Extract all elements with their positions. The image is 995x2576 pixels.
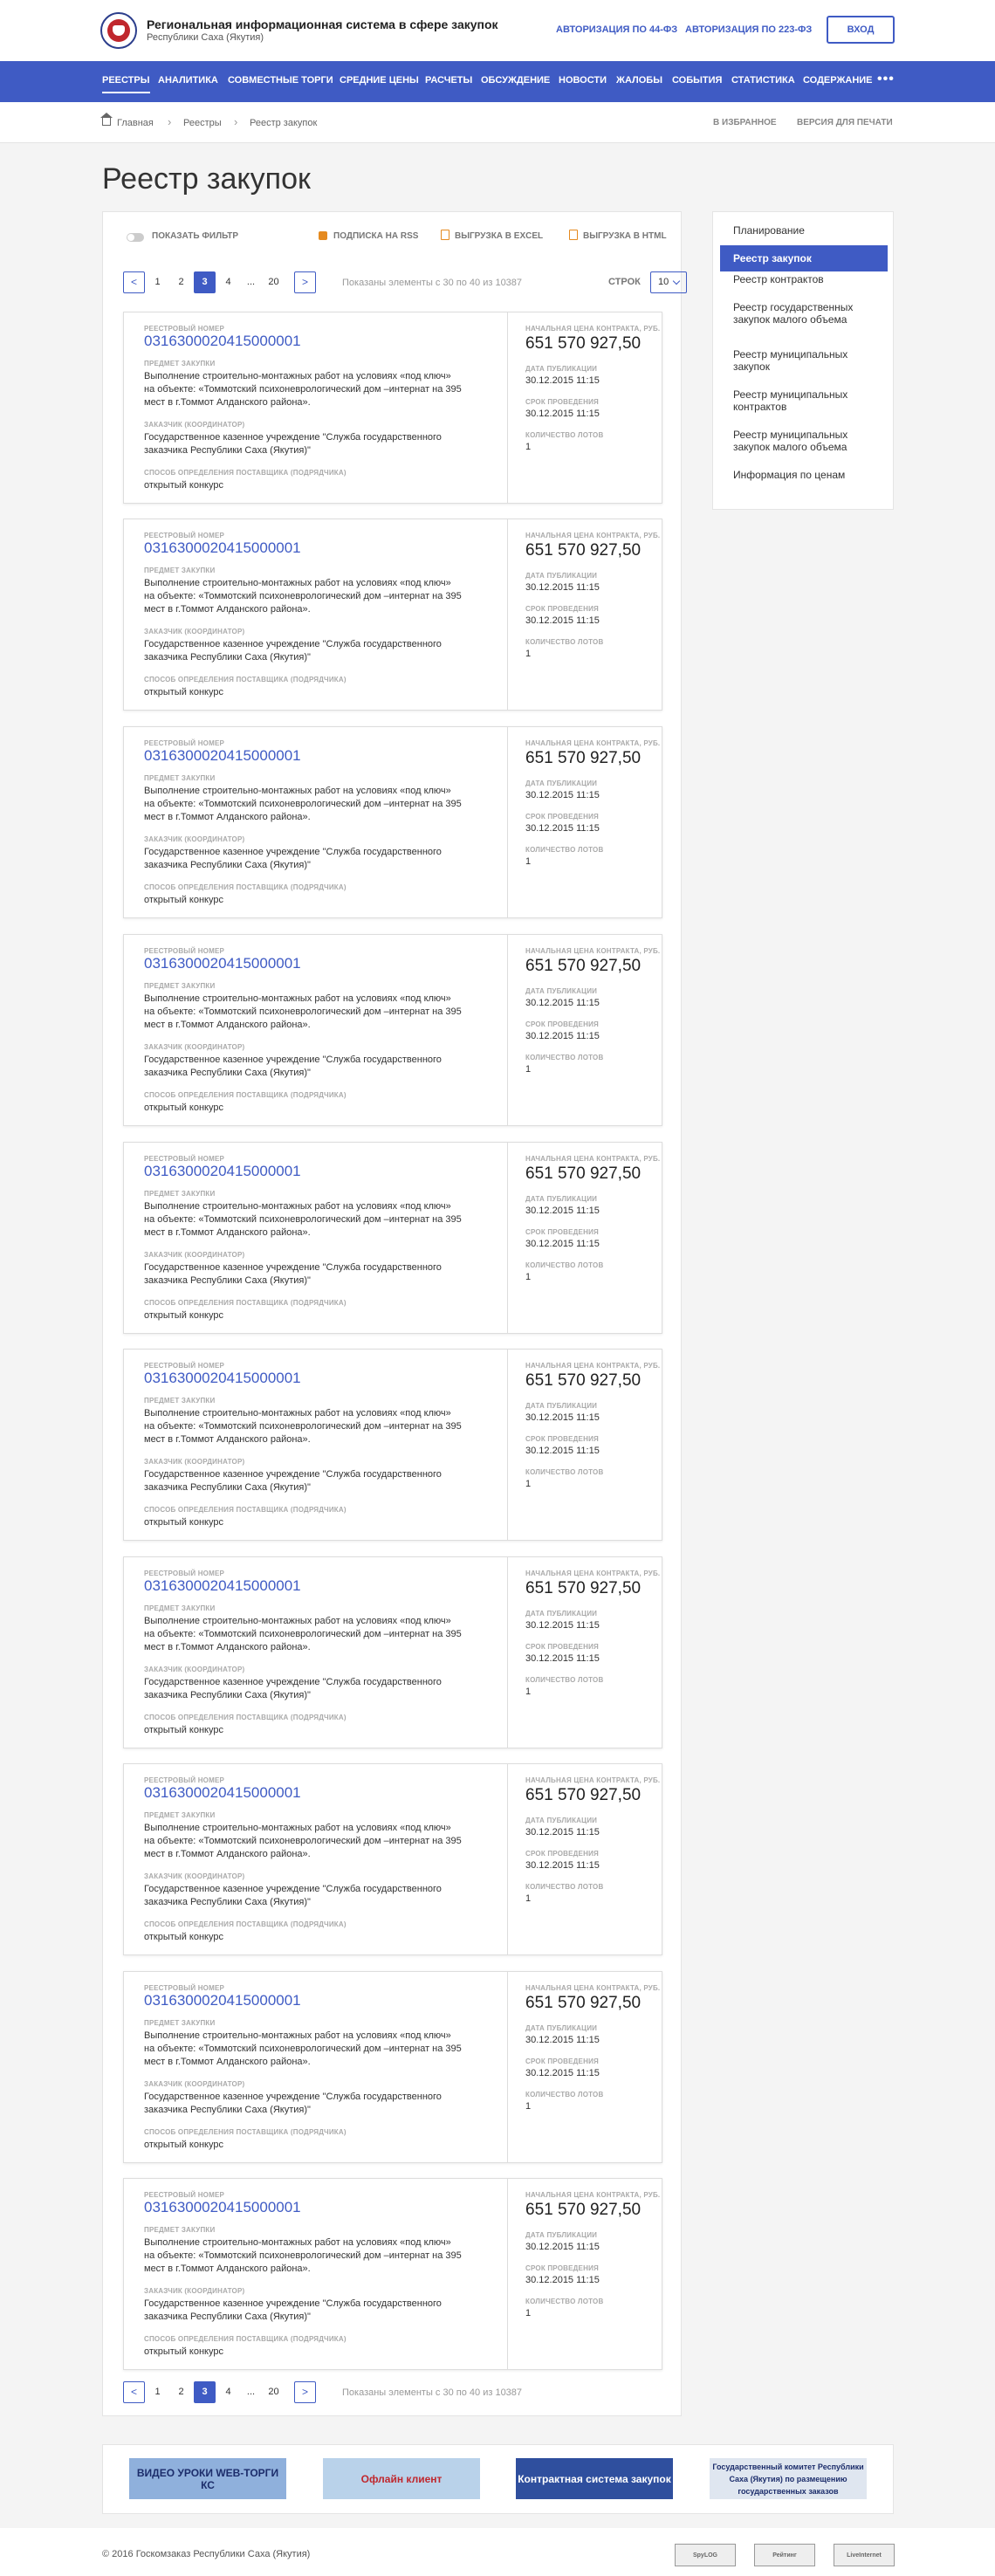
add-to-favorites-link[interactable]: В ИЗБРАННОЕ (713, 118, 777, 127)
deadline-value: 30.12.2015 11:15 (525, 1031, 600, 1041)
page-button[interactable]: 2 (178, 277, 184, 287)
lots-value: 1 (525, 1064, 532, 1075)
lots-label: КОЛИЧЕСТВО ЛОТОВ (525, 638, 604, 646)
customer-text: заказчика Республики Саха (Якутия)" (144, 1897, 311, 1907)
customer-label: ЗАКАЗЧИК (КООРДИНАТОР) (144, 1043, 245, 1051)
pub-date-label: ДАТА ПУБЛИКАЦИИ (525, 2231, 598, 2239)
method-label: СПОСОБ ОПРЕДЕЛЕНИЯ ПОСТАВЩИКА (ПОДРЯДЧИКА) (144, 1506, 347, 1514)
reg-number-link[interactable]: 0316300020415000001 (144, 1370, 301, 1386)
method-label: СПОСОБ ОПРЕДЕЛЕНИЯ ПОСТАВЩИКА (ПОДРЯДЧИКА) (144, 1714, 347, 1721)
breadcrumb-registries[interactable]: Реестры (183, 118, 222, 128)
rows-per-page-label: СТРОК (608, 277, 641, 287)
customer-text: заказчика Республики Саха (Якутия)" (144, 860, 311, 870)
lots-label: КОЛИЧЕСТВО ЛОТОВ (525, 2091, 604, 2099)
rss-icon[interactable] (319, 231, 327, 240)
price-label: НАЧАЛЬНАЯ ЦЕНА КОНТРАКТА, РУБ. (525, 2191, 661, 2199)
method-text: открытый конкурс (144, 1310, 223, 1321)
deadline-value: 30.12.2015 11:15 (525, 1239, 600, 1249)
method-label: СПОСОБ ОПРЕДЕЛЕНИЯ ПОСТАВЩИКА (ПОДРЯДЧИКА) (144, 1091, 347, 1099)
pub-date-label: ДАТА ПУБЛИКАЦИИ (525, 1195, 598, 1203)
subject-text: Выполнение строительно-монтажных работ на условиях «под ключ» (144, 2030, 451, 2041)
next-page-button[interactable]: > (294, 271, 316, 293)
registry-panel (102, 211, 682, 2416)
pub-date-value: 30.12.2015 11:15 (525, 2035, 600, 2045)
method-text: открытый конкурс (144, 2140, 223, 2150)
pub-date-value: 30.12.2015 11:15 (525, 582, 600, 593)
subject-text: мест в г.Томмот Алданского района». (144, 812, 311, 822)
banner-offline-client[interactable]: Офлайн клиент (323, 2458, 480, 2499)
record-card[interactable] (123, 312, 662, 504)
customer-label: ЗАКАЗЧИК (КООРДИНАТОР) (144, 628, 245, 635)
customer-label: ЗАКАЗЧИК (КООРДИНАТОР) (144, 2287, 245, 2295)
method-text: открытый конкурс (144, 1517, 223, 1528)
subject-text: Выполнение строительно-монтажных работ на условиях «под ключ» (144, 993, 451, 1004)
pub-date-label: ДАТА ПУБЛИКАЦИИ (525, 365, 598, 373)
subject-text: на объекте: «Томмотский психоневрологический дом –интернат на 395 (144, 1421, 462, 1432)
customer-label: ЗАКАЗЧИК (КООРДИНАТОР) (144, 421, 245, 429)
customer-text: Государственное казенное учреждение "Служба государственного (144, 1054, 442, 1065)
customer-text: Государственное казенное учреждение "Служба государственного (144, 1677, 442, 1687)
price-value: 651 570 927,50 (525, 541, 642, 560)
record-main (124, 1764, 508, 1954)
customer-text: заказчика Республики Саха (Якутия)" (144, 445, 311, 456)
record-card[interactable] (123, 1349, 662, 1541)
breadcrumb-current: Реестр закупок (250, 118, 318, 128)
record-main (124, 935, 508, 1125)
lots-label: КОЛИЧЕСТВО ЛОТОВ (525, 846, 604, 854)
record-main (124, 519, 508, 710)
subject-label: ПРЕДМЕТ ЗАКУПКИ (144, 2226, 216, 2234)
record-card[interactable] (123, 1556, 662, 1748)
method-text: открытый конкурс (144, 2346, 223, 2357)
page-button[interactable]: 2 (178, 2387, 184, 2397)
record-side (508, 519, 663, 710)
nav-item-calculations[interactable]: РАСЧЕТЫ (425, 75, 473, 86)
customer-text: заказчика Республики Саха (Якутия)" (144, 1690, 311, 1700)
reg-number-label: РЕЕСТРОВЫЙ НОМЕР (144, 1155, 225, 1163)
banner-state-committee[interactable]: Государственный комитет Республики Саха (Якутия) по размещению государственных заказов (710, 2458, 867, 2499)
reg-number-link[interactable]: 0316300020415000001 (144, 955, 301, 972)
subject-label: ПРЕДМЕТ ЗАКУПКИ (144, 1811, 216, 1819)
pagination-info: Показаны элементы с 30 по 40 из 10387 (342, 2387, 523, 2398)
price-label: НАЧАЛЬНАЯ ЦЕНА КОНТРАКТА, РУБ. (525, 1984, 661, 1992)
footer (0, 2528, 995, 2576)
subject-text: мест в г.Томмот Алданского района». (144, 1227, 311, 1238)
price-label: НАЧАЛЬНАЯ ЦЕНА КОНТРАКТА, РУБ. (525, 1362, 661, 1370)
price-label: НАЧАЛЬНАЯ ЦЕНА КОНТРАКТА, РУБ. (525, 1570, 661, 1577)
lots-value: 1 (525, 1479, 532, 1489)
sidebar-item-municipal-contracts[interactable]: Реестр муниципальных контрактов (733, 388, 848, 413)
nav-item-analytics[interactable]: АНАЛИТИКА (158, 75, 218, 86)
deadline-label: СРОК ПРОВЕДЕНИЯ (525, 1850, 599, 1858)
customer-text: Государственное казенное учреждение "Служба государственного (144, 2092, 442, 2102)
pub-date-value: 30.12.2015 11:15 (525, 2242, 600, 2252)
more-menu-icon[interactable]: ••• (877, 72, 895, 86)
price-value: 651 570 927,50 (525, 334, 642, 353)
record-main (124, 1557, 508, 1748)
subject-text: Выполнение строительно-монтажных работ на условиях «под ключ» (144, 578, 451, 588)
page-button[interactable]: 1 (154, 277, 161, 287)
pub-date-label: ДАТА ПУБЛИКАЦИИ (525, 987, 598, 995)
coat-of-arms-logo[interactable] (100, 12, 137, 49)
export-html-link[interactable]: ВЫГРУЗКА В HTML (583, 231, 667, 241)
price-value: 651 570 927,50 (525, 1371, 642, 1390)
subject-text: мест в г.Томмот Алданского района». (144, 1020, 311, 1030)
counter-badge-icon[interactable]: LiveInternet (834, 2544, 895, 2566)
record-main (124, 1350, 508, 1540)
sidebar-item-planning[interactable]: Планирование (733, 224, 805, 237)
record-side (508, 727, 663, 917)
subject-label: ПРЕДМЕТ ЗАКУПКИ (144, 1604, 216, 1612)
deadline-label: СРОК ПРОВЕДЕНИЯ (525, 605, 599, 613)
reg-number-label: РЕЕСТРОВЫЙ НОМЕР (144, 532, 225, 539)
customer-text: заказчика Республики Саха (Якутия)" (144, 1482, 311, 1493)
lots-label: КОЛИЧЕСТВО ЛОТОВ (525, 1468, 604, 1476)
method-text: открытый конкурс (144, 1932, 223, 1942)
record-side (508, 1350, 663, 1540)
subject-text: Выполнение строительно-монтажных работ на условиях «под ключ» (144, 1408, 451, 1419)
home-icon[interactable] (102, 118, 111, 126)
reg-number-label: РЕЕСТРОВЫЙ НОМЕР (144, 1570, 225, 1577)
page-title: Реестр закупок (102, 162, 311, 196)
customer-label: ЗАКАЗЧИК (КООРДИНАТОР) (144, 2080, 245, 2088)
pub-date-value: 30.12.2015 11:15 (525, 1827, 600, 1838)
reg-number-label: РЕЕСТРОВЫЙ НОМЕР (144, 947, 225, 955)
lots-label: КОЛИЧЕСТВО ЛОТОВ (525, 1676, 604, 1684)
subject-text: на объекте: «Томмотский психоневрологический дом –интернат на 395 (144, 1214, 462, 1225)
customer-text: заказчика Республики Саха (Якутия)" (144, 2105, 311, 2115)
breadcrumb (0, 102, 995, 143)
banner-strip (102, 2444, 894, 2514)
reg-number-label: РЕЕСТРОВЫЙ НОМЕР (144, 2191, 225, 2199)
subject-text: Выполнение строительно-монтажных работ на условиях «под ключ» (144, 1201, 451, 1212)
sidebar-item-contracts[interactable]: Реестр контрактов (733, 273, 824, 285)
reg-number-link[interactable]: 0316300020415000001 (144, 747, 301, 764)
pub-date-label: ДАТА ПУБЛИКАЦИИ (525, 1610, 598, 1618)
subject-label: ПРЕДМЕТ ЗАКУПКИ (144, 982, 216, 990)
pub-date-label: ДАТА ПУБЛИКАЦИИ (525, 572, 598, 580)
reg-number-label: РЕЕСТРОВЫЙ НОМЕР (144, 1776, 225, 1784)
pub-date-value: 30.12.2015 11:15 (525, 1620, 600, 1631)
banner-video-lessons[interactable]: ВИДЕО УРОКИ WEB-ТОРГИ КС (129, 2458, 286, 2499)
breadcrumb-home[interactable]: Главная (117, 118, 154, 128)
pub-date-label: ДАТА ПУБЛИКАЦИИ (525, 2024, 598, 2032)
record-side (508, 935, 663, 1125)
reg-number-link[interactable]: 0316300020415000001 (144, 1163, 301, 1179)
record-main (124, 2179, 508, 2369)
customer-text: Государственное казенное учреждение "Служба государственного (144, 1884, 442, 1894)
nav-item-complaints[interactable]: ЖАЛОБЫ (616, 75, 662, 86)
reg-number-label: РЕЕСТРОВЫЙ НОМЕР (144, 739, 225, 747)
subject-text: Выполнение строительно-монтажных работ на условиях «под ключ» (144, 371, 451, 381)
deadline-label: СРОК ПРОВЕДЕНИЯ (525, 2057, 599, 2065)
reg-number-link[interactable]: 0316300020415000001 (144, 2199, 301, 2215)
lots-label: КОЛИЧЕСТВО ЛОТОВ (525, 431, 604, 439)
sidebar-item-prices[interactable]: Информация по ценам (733, 469, 846, 481)
price-value: 651 570 927,50 (525, 1579, 642, 1597)
price-value: 651 570 927,50 (525, 957, 642, 975)
nav-item-discussion[interactable]: ОБСУЖДЕНИЕ (481, 75, 551, 86)
subject-text: мест в г.Томмот Алданского района». (144, 1434, 311, 1445)
deadline-value: 30.12.2015 11:15 (525, 1653, 600, 1664)
deadline-value: 30.12.2015 11:15 (525, 2275, 600, 2285)
subject-text: на объекте: «Томмотский психоневрологический дом –интернат на 395 (144, 384, 462, 395)
breadcrumb-separator-icon: › (168, 115, 172, 128)
record-card[interactable] (123, 934, 662, 1126)
reg-number-link[interactable]: 0316300020415000001 (144, 333, 301, 349)
nav-item-registries[interactable]: РЕЕСТРЫ (102, 75, 150, 86)
customer-text: Государственное казенное учреждение "Служба государственного (144, 1262, 442, 1273)
page-button[interactable]: 4 (225, 2387, 231, 2397)
nav-item-events[interactable]: СОБЫТИЯ (672, 75, 723, 86)
show-filter-label[interactable]: ПОКАЗАТЬ ФИЛЬТР (152, 231, 239, 241)
price-label: НАЧАЛЬНАЯ ЦЕНА КОНТРАКТА, РУБ. (525, 532, 661, 539)
subject-text: Выполнение строительно-монтажных работ на условиях «под ключ» (144, 1616, 451, 1626)
subject-label: ПРЕДМЕТ ЗАКУПКИ (144, 2019, 216, 2027)
html-icon[interactable] (569, 230, 578, 240)
method-text: открытый конкурс (144, 480, 223, 491)
subject-text: Выполнение строительно-монтажных работ на условиях «под ключ» (144, 786, 451, 796)
lots-label: КОЛИЧЕСТВО ЛОТОВ (525, 1054, 604, 1061)
customer-label: ЗАКАЗЧИК (КООРДИНАТОР) (144, 835, 245, 843)
subject-text: на объекте: «Томмотский психоневрологический дом –интернат на 395 (144, 1006, 462, 1017)
record-side (508, 1972, 663, 2162)
reg-number-link[interactable]: 0316300020415000001 (144, 1784, 301, 1801)
pub-date-value: 30.12.2015 11:15 (525, 1412, 600, 1423)
reg-number-label: РЕЕСТРОВЫЙ НОМЕР (144, 1362, 225, 1370)
price-value: 651 570 927,50 (525, 2201, 642, 2219)
counter-badge-icon[interactable]: SpyLOG (675, 2544, 736, 2566)
price-label: НАЧАЛЬНАЯ ЦЕНА КОНТРАКТА, РУБ. (525, 1155, 661, 1163)
sidebar-item-gov-small[interactable]: Реестр государственных закупок малого объема (733, 301, 854, 326)
customer-text: Государственное казенное учреждение "Служба государственного (144, 432, 442, 443)
page-button[interactable]: 4 (225, 277, 231, 287)
method-text: открытый конкурс (144, 1725, 223, 1735)
nav-item-joint-tenders[interactable]: СОВМЕСТНЫЕ ТОРГИ (228, 75, 333, 86)
price-label: НАЧАЛЬНАЯ ЦЕНА КОНТРАКТА, РУБ. (525, 1776, 661, 1784)
customer-text: заказчика Республики Саха (Якутия)" (144, 1275, 311, 1286)
subject-text: мест в г.Томмот Алданского района». (144, 1642, 311, 1652)
subject-text: на объекте: «Томмотский психоневрологический дом –интернат на 395 (144, 1629, 462, 1639)
deadline-label: СРОК ПРОВЕДЕНИЯ (525, 1020, 599, 1028)
record-card[interactable] (123, 1971, 662, 2163)
price-value: 651 570 927,50 (525, 1786, 642, 1804)
record-side (508, 2179, 663, 2369)
banner-contract-system[interactable]: Контрактная система закупок (516, 2458, 673, 2499)
price-label: НАЧАЛЬНАЯ ЦЕНА КОНТРАКТА, РУБ. (525, 739, 661, 747)
deadline-label: СРОК ПРОВЕДЕНИЯ (525, 398, 599, 406)
price-value: 651 570 927,50 (525, 749, 642, 767)
method-text: открытый конкурс (144, 687, 223, 697)
subject-label: ПРЕДМЕТ ЗАКУПКИ (144, 567, 216, 574)
lots-value: 1 (525, 2308, 532, 2318)
customer-text: Государственное казенное учреждение "Служба государственного (144, 847, 442, 857)
price-value: 651 570 927,50 (525, 1994, 642, 2012)
price-value: 651 570 927,50 (525, 1164, 642, 1183)
prev-page-button[interactable]: < (123, 2381, 145, 2403)
pub-date-value: 30.12.2015 11:15 (525, 790, 600, 800)
method-label: СПОСОБ ОПРЕДЕЛЕНИЯ ПОСТАВЩИКА (ПОДРЯДЧИКА) (144, 2335, 347, 2343)
record-main (124, 1972, 508, 2162)
record-card[interactable] (123, 726, 662, 918)
pub-date-value: 30.12.2015 11:15 (525, 1206, 600, 1216)
subject-text: на объекте: «Томмотский психоневрологический дом –интернат на 395 (144, 1836, 462, 1846)
subject-text: на объекте: «Томмотский психоневрологический дом –интернат на 395 (144, 591, 462, 601)
subject-text: на объекте: «Томмотский психоневрологический дом –интернат на 395 (144, 799, 462, 809)
excel-icon[interactable] (441, 230, 449, 240)
filter-toggle[interactable] (127, 233, 144, 242)
record-side (508, 313, 663, 503)
reg-number-link[interactable]: 0316300020415000001 (144, 539, 301, 556)
rows-per-page-select[interactable]: 10 (650, 271, 687, 293)
customer-text: заказчика Республики Саха (Якутия)" (144, 1068, 311, 1078)
page-ellipsis: ... (246, 277, 256, 287)
top-header (0, 0, 995, 61)
subject-label: ПРЕДМЕТ ЗАКУПКИ (144, 1397, 216, 1405)
registry-sidebar (712, 211, 894, 510)
record-side (508, 1143, 663, 1333)
reg-number-label: РЕЕСТРОВЫЙ НОМЕР (144, 325, 225, 333)
page-button[interactable]: 20 (268, 277, 279, 287)
price-label: НАЧАЛЬНАЯ ЦЕНА КОНТРАКТА, РУБ. (525, 947, 661, 955)
lots-label: КОЛИЧЕСТВО ЛОТОВ (525, 1883, 604, 1891)
current-page-button[interactable]: 3 (194, 271, 216, 293)
pub-date-value: 30.12.2015 11:15 (525, 998, 600, 1008)
subject-label: ПРЕДМЕТ ЗАКУПКИ (144, 1190, 216, 1198)
record-side (508, 1557, 663, 1748)
lots-label: КОЛИЧЕСТВО ЛОТОВ (525, 1261, 604, 1269)
current-page-button[interactable]: 3 (194, 2381, 216, 2403)
rss-subscribe-link[interactable]: ПОДПИСКА НА RSS (333, 231, 419, 241)
customer-text: Государственное казенное учреждение "Служба государственного (144, 639, 442, 649)
main-nav (0, 61, 995, 102)
export-excel-link[interactable]: ВЫГРУЗКА В EXCEL (455, 231, 544, 241)
subject-text: Выполнение строительно-монтажных работ на условиях «под ключ» (144, 2237, 451, 2248)
lots-value: 1 (525, 2101, 532, 2112)
auth-223-link[interactable]: АВТОРИЗАЦИЯ ПО 223-ФЗ (685, 24, 813, 35)
nav-item-contents[interactable]: СОДЕРЖАНИЕ (803, 75, 873, 86)
price-label: НАЧАЛЬНАЯ ЦЕНА КОНТРАКТА, РУБ. (525, 325, 661, 333)
lots-label: КОЛИЧЕСТВО ЛОТОВ (525, 2298, 604, 2305)
site-title: Региональная информационная система в сфере закупок (147, 17, 498, 31)
record-main (124, 1143, 508, 1333)
sidebar-item-municipal-purchases[interactable]: Реестр муниципальных закупок (733, 348, 848, 373)
pub-date-label: ДАТА ПУБЛИКАЦИИ (525, 1817, 598, 1824)
deadline-label: СРОК ПРОВЕДЕНИЯ (525, 1435, 599, 1443)
print-version-link[interactable]: ВЕРСИЯ ДЛЯ ПЕЧАТИ (797, 118, 893, 127)
deadline-value: 30.12.2015 11:15 (525, 2068, 600, 2078)
page-ellipsis: ... (246, 2387, 256, 2397)
reg-number-label: РЕЕСТРОВЫЙ НОМЕР (144, 1984, 225, 1992)
copyright: © 2016 Госкомзаказ Республики Саха (Якутия) (102, 2549, 311, 2559)
customer-text: Государственное казенное учреждение "Служба государственного (144, 1469, 442, 1480)
deadline-value: 30.12.2015 11:15 (525, 1446, 600, 1456)
breadcrumb-separator-icon: › (234, 115, 238, 128)
record-card[interactable] (123, 519, 662, 711)
record-card[interactable] (123, 1763, 662, 1955)
page-button[interactable]: 20 (268, 2387, 279, 2397)
nav-item-news[interactable]: НОВОСТИ (559, 75, 607, 86)
record-card[interactable] (123, 2178, 662, 2370)
deadline-label: СРОК ПРОВЕДЕНИЯ (525, 1228, 599, 1236)
subject-text: на объекте: «Томмотский психоневрологический дом –интернат на 395 (144, 2250, 462, 2261)
record-main (124, 727, 508, 917)
subject-text: мест в г.Томмот Алданского района». (144, 397, 311, 408)
deadline-value: 30.12.2015 11:15 (525, 409, 600, 419)
nav-item-statistics[interactable]: СТАТИСТИКА (731, 75, 795, 86)
subject-text: на объекте: «Томмотский психоневрологический дом –интернат на 395 (144, 2044, 462, 2054)
deadline-value: 30.12.2015 11:15 (525, 615, 600, 626)
lots-value: 1 (525, 442, 532, 452)
subject-text: мест в г.Томмот Алданского района». (144, 2263, 311, 2274)
subject-text: Выполнение строительно-монтажных работ на условиях «под ключ» (144, 1823, 451, 1833)
method-label: СПОСОБ ОПРЕДЕЛЕНИЯ ПОСТАВЩИКА (ПОДРЯДЧИКА) (144, 883, 347, 891)
sidebar-item-municipal-small[interactable]: Реестр муниципальных закупок малого объема (733, 429, 848, 453)
pub-date-value: 30.12.2015 11:15 (525, 375, 600, 386)
method-text: открытый конкурс (144, 1103, 223, 1113)
lots-value: 1 (525, 649, 532, 659)
method-label: СПОСОБ ОПРЕДЕЛЕНИЯ ПОСТАВЩИКА (ПОДРЯДЧИКА) (144, 469, 347, 477)
page-button[interactable]: 1 (154, 2387, 161, 2397)
subject-text: мест в г.Томмот Алданского района». (144, 604, 311, 615)
lots-value: 1 (525, 856, 532, 867)
deadline-value: 30.12.2015 11:15 (525, 823, 600, 834)
next-page-button[interactable]: > (294, 2381, 316, 2403)
method-label: СПОСОБ ОПРЕДЕЛЕНИЯ ПОСТАВЩИКА (ПОДРЯДЧИКА) (144, 1299, 347, 1307)
auth-44-link[interactable]: АВТОРИЗАЦИЯ ПО 44-ФЗ (556, 24, 678, 35)
lots-value: 1 (525, 1893, 532, 1904)
pub-date-label: ДАТА ПУБЛИКАЦИИ (525, 1402, 598, 1410)
customer-label: ЗАКАЗЧИК (КООРДИНАТОР) (144, 1872, 245, 1880)
reg-number-link[interactable]: 0316300020415000001 (144, 1577, 301, 1594)
method-text: открытый конкурс (144, 895, 223, 905)
deadline-value: 30.12.2015 11:15 (525, 1860, 600, 1871)
method-label: СПОСОБ ОПРЕДЕЛЕНИЯ ПОСТАВЩИКА (ПОДРЯДЧИКА) (144, 676, 347, 683)
record-side (508, 1764, 663, 1954)
prev-page-button[interactable]: < (123, 271, 145, 293)
site-subtitle: Республики Саха (Якутия) (147, 32, 264, 43)
pub-date-label: ДАТА ПУБЛИКАЦИИ (525, 780, 598, 787)
counter-badge-icon[interactable]: Рейтинг (754, 2544, 815, 2566)
customer-text: Государственное казенное учреждение "Служба государственного (144, 2298, 442, 2309)
deadline-label: СРОК ПРОВЕДЕНИЯ (525, 813, 599, 821)
method-label: СПОСОБ ОПРЕДЕЛЕНИЯ ПОСТАВЩИКА (ПОДРЯДЧИКА) (144, 1920, 347, 1928)
customer-label: ЗАКАЗЧИК (КООРДИНАТОР) (144, 1666, 245, 1673)
customer-text: заказчика Республики Саха (Якутия)" (144, 2312, 311, 2322)
subject-label: ПРЕДМЕТ ЗАКУПКИ (144, 774, 216, 782)
subject-text: мест в г.Томмот Алданского района». (144, 2057, 311, 2067)
nav-item-average-prices[interactable]: СРЕДНИЕ ЦЕНЫ (340, 75, 419, 86)
subject-text: мест в г.Томмот Алданского района». (144, 1849, 311, 1859)
lots-value: 1 (525, 1686, 532, 1697)
deadline-label: СРОК ПРОВЕДЕНИЯ (525, 2264, 599, 2272)
record-main (124, 313, 508, 503)
lots-value: 1 (525, 1272, 532, 1282)
customer-label: ЗАКАЗЧИК (КООРДИНАТОР) (144, 1251, 245, 1259)
customer-text: заказчика Республики Саха (Якутия)" (144, 652, 311, 663)
sidebar-item-purchases[interactable]: Реестр закупок (720, 245, 888, 271)
login-button[interactable]: ВХОД (827, 16, 895, 44)
record-card[interactable] (123, 1142, 662, 1334)
reg-number-link[interactable]: 0316300020415000001 (144, 1992, 301, 2009)
customer-label: ЗАКАЗЧИК (КООРДИНАТОР) (144, 1458, 245, 1466)
method-label: СПОСОБ ОПРЕДЕЛЕНИЯ ПОСТАВЩИКА (ПОДРЯДЧИКА) (144, 2128, 347, 2136)
subject-label: ПРЕДМЕТ ЗАКУПКИ (144, 360, 216, 368)
deadline-label: СРОК ПРОВЕДЕНИЯ (525, 1643, 599, 1651)
pagination-info: Показаны элементы с 30 по 40 из 10387 (342, 278, 523, 288)
